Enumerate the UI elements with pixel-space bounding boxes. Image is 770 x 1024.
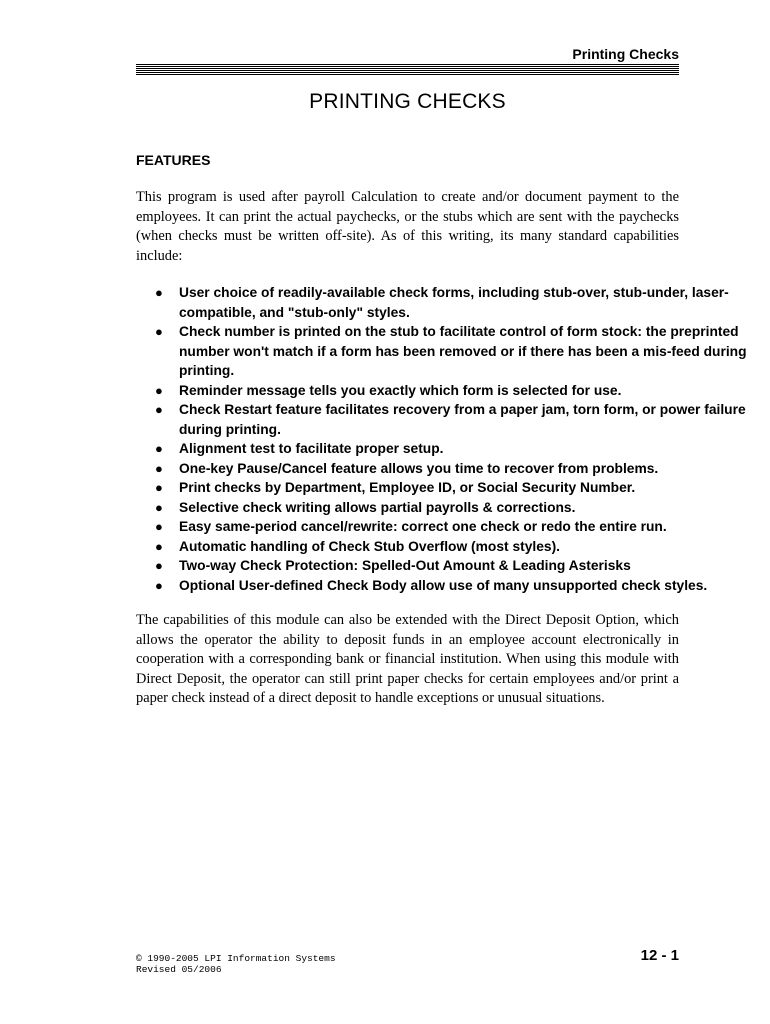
bullet-icon: ● <box>155 402 163 417</box>
feature-item <box>155 556 767 576</box>
feature-item <box>155 439 767 459</box>
intro-paragraph: This program is used after payroll Calculation to create and/or document payment to the employees. It can print the actual paychecks, or the stubs which are sent with the paychecks (when checks must be written off-site). As of this writing, its many standard capabilities include: <box>136 189 679 264</box>
feature-text: Check Restart feature facilitates recovery from a paper jam, torn form, or power failure during printing. <box>179 402 746 437</box>
running-header-title: Printing Checks <box>572 46 679 62</box>
feature-text: Check number is printed on the stub to facilitate control of form stock: the preprinted number won't match if a form has been removed or if there has been a mis-feed during printing. <box>179 324 747 378</box>
feature-text: User choice of readily-available check forms, including stub-over, stub-under, laser-compatible, and "stub-only" styles. <box>179 285 729 320</box>
feature-item <box>155 517 767 537</box>
feature-text: Automatic handling of Check Stub Overflow (most styles). <box>179 538 560 554</box>
bullet-icon: ● <box>155 382 163 398</box>
bullet-icon: ● <box>155 480 163 495</box>
bullet-icon: ● <box>155 499 163 515</box>
feature-item <box>155 322 767 381</box>
feature-item <box>155 459 767 479</box>
feature-item <box>155 478 767 498</box>
bullet-icon: ● <box>155 441 163 456</box>
header-rule <box>136 64 679 75</box>
page-number: 12 - 1 <box>640 947 679 964</box>
feature-text: Alignment test to facilitate proper setup. <box>179 441 444 456</box>
feature-text: Reminder message tells you exactly which form is selected for use. <box>179 382 622 398</box>
feature-text: Easy same-period cancel/rewrite: correct one check or redo the entire run. <box>179 519 667 534</box>
page-title: PRINTING CHECKS <box>309 90 506 113</box>
feature-text: One-key Pause/Cancel feature allows you time to recover from problems. <box>179 460 659 476</box>
feature-text: Two-way Check Protection: Spelled-Out Amount & Leading Asterisks <box>179 558 631 573</box>
feature-item <box>155 498 767 518</box>
feature-text: Selective check writing allows partial payrolls & corrections. <box>179 499 576 515</box>
feature-item <box>155 283 767 322</box>
feature-item <box>155 576 767 596</box>
bullet-icon: ● <box>155 285 163 300</box>
bullet-icon: ● <box>155 324 163 339</box>
bullet-icon: ● <box>155 460 163 476</box>
feature-item <box>155 400 767 439</box>
bullet-icon: ● <box>155 538 163 554</box>
features-heading: FEATURES <box>136 152 211 168</box>
features-list <box>155 283 767 595</box>
feature-item <box>155 381 767 401</box>
revised-date: Revised 05/2006 <box>136 964 222 975</box>
copyright-text: © 1990-2005 LPI Information Systems <box>136 953 336 964</box>
feature-item <box>155 537 767 557</box>
closing-paragraph: The capabilities of this module can also be extended with the Direct Deposit Option, which allows the operator the ability to deposit funds in an employee account electronically in cooperation with a corresponding bank or financial institution. When using this module with Direct Deposit, the operator can still print paper checks for certain employees and/or print a paper check instead of a direct deposit to handle exceptions or unusual situations. <box>136 612 679 706</box>
bullet-icon: ● <box>155 577 163 593</box>
footer-copyright <box>136 953 336 975</box>
bullet-icon: ● <box>155 519 163 534</box>
feature-text: Print checks by Department, Employee ID, or Social Security Number. <box>179 480 636 495</box>
feature-text: Optional User-defined Check Body allow use of many unsupported check styles. <box>179 577 708 593</box>
bullet-icon: ● <box>155 558 163 573</box>
